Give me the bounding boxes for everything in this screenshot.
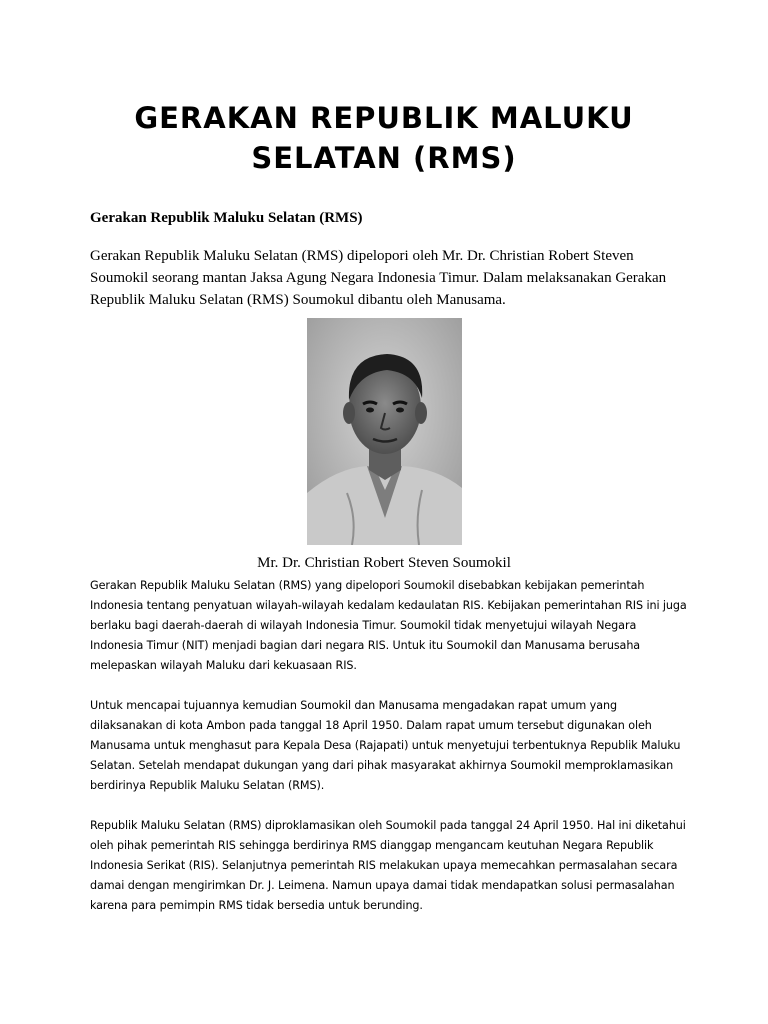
section-heading: Gerakan Republik Maluku Selatan (RMS) [90,210,363,226]
page-title: GERAKAN REPUBLIK MALUKU SELATAN (RMS) [134,101,634,175]
photo-caption: Mr. Dr. Christian Robert Steven Soumokil [257,555,511,571]
intro-paragraph: Gerakan Republik Maluku Selatan (RMS) dipelopori oleh Mr. Dr. Christian Robert Steven Soumokil seorang mantan Jaksa Agung Negara Indonesia Timur. Dalam melaksanakan Gerakan Republik Maluku Selatan (RMS) Soumokul dibantu oleh Manusama. [90,248,667,308]
body-paragraph: Republik Maluku Selatan (RMS) diproklamasikan oleh Soumokil pada tanggal 24 April 1950. Hal ini diketahui oleh pihak pemerintah RIS sehingga berdirinya RMS dianggap mengancam keutuhan Negara Republik Indonesia Serikat (RIS). Selanjutnya pemerintah RIS melakukan upaya memecahkan permasalahan secara damai dengan mengirimkan Dr. J. Leimena. Namun upaya damai tidak mendapatkan solusi permasalahan karena para pemimpin RMS tidak bersedia untuk berunding. [90,819,686,912]
body-paragraph: Gerakan Republik Maluku Selatan (RMS) yang dipelopori Soumokil disebabkan kebijakan pemerintah Indonesia tentang penyatuan wilayah-wilayah kedalam kedaulatan RIS. Kebijakan pemerintahan RIS ini juga berlaku bagi daerah-daerah di wilayah Indonesia Timur. Soumokil tidak menyetujui wilayah Negara Indonesia Timur (NIT) menjadi bagian dari negara RIS. Untuk itu Soumokil dan Manusama berusaha melepaskan wilayah Maluku dari kekuasaan RIS. [90,579,687,672]
body-paragraph: Untuk mencapai tujuannya kemudian Soumokil dan Manusama mengadakan rapat umum yang dilaksanakan di kota Ambon pada tanggal 18 April 1950. Dalam rapat umum tersebut digunakan oleh Manusama untuk menghasut para Kepala Desa (Rajapati) untuk menyetujui terbentuknya Republik Maluku Selatan. Setelah mendapat dukungan yang dari pihak masyarakat akhirnya Soumokil memproklamasikan berdirinya Republik Maluku Selatan (RMS). [90,699,681,792]
portrait-photo [307,318,462,545]
